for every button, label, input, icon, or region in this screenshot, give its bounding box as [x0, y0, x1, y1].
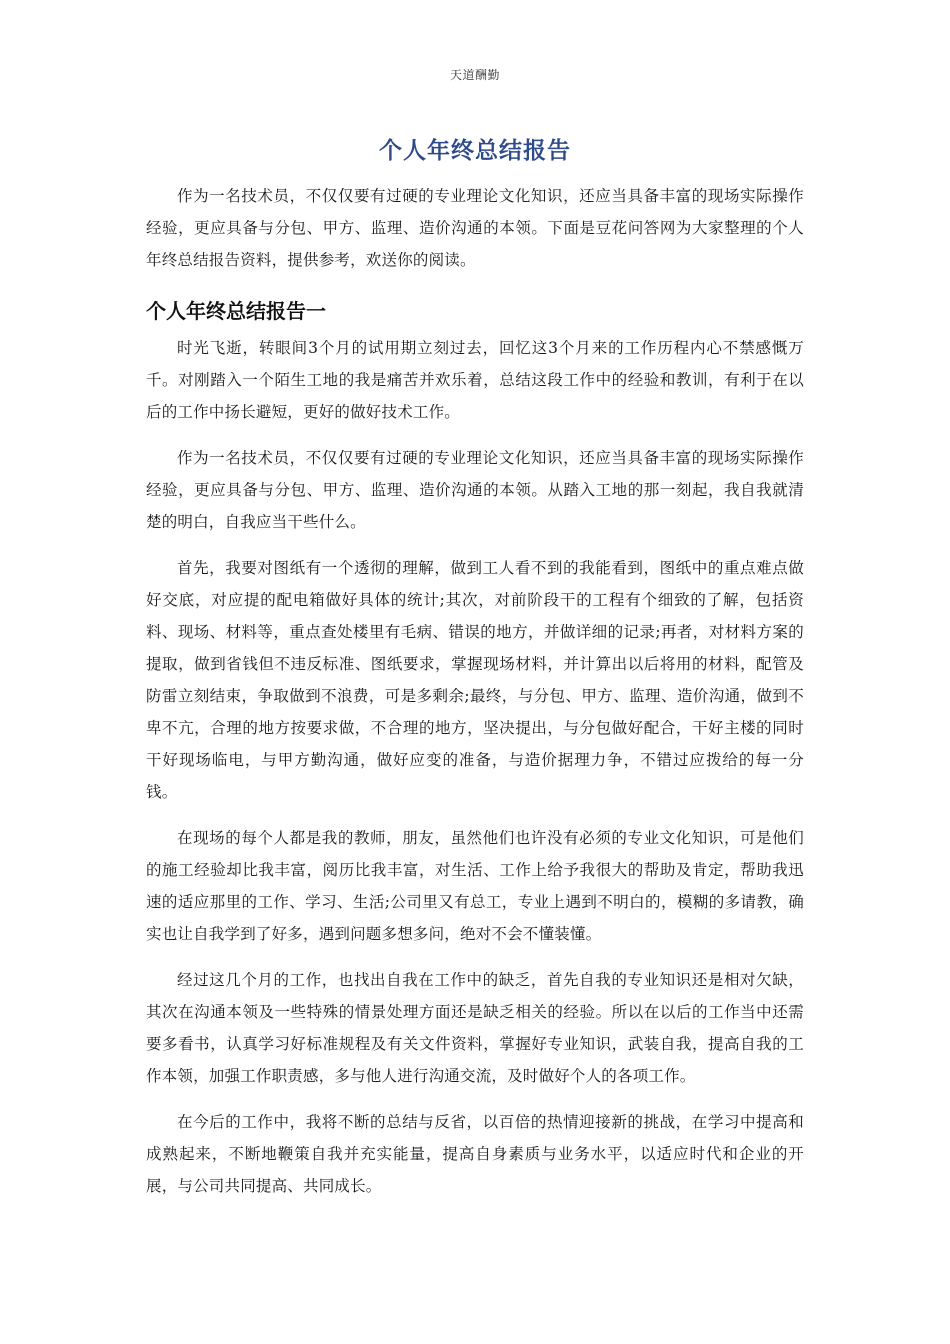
intro-paragraph: 作为一名技术员，不仅仅要有过硬的专业理论文化知识，还应当具备丰富的现场实际操作经验，更应具备与分包、甲方、监理、造价沟通的本领。下面是豆花问答网为大家整理的个人年终总结报告资料，提供参考，欢送你的阅读。	[146, 187, 804, 269]
body-paragraph-4: 在现场的每个人都是我的教师，朋友，虽然他们也许没有必须的专业文化知识，可是他们的施工经验却比我丰富，阅历比我丰富，对生活、工作上给予我很大的帮助及肯定，帮助我迅速的适应那里的工作、学习、生活;公司里又有总工，专业上遇到不明白的，模糊的多请教，确实也让自我学到了好多，遇到问题多想多问，绝对不会不懂装懂。	[146, 829, 804, 943]
body-paragraph-3: 首先，我要对图纸有一个透彻的理解，做到工人看不到的我能看到，图纸中的重点难点做好交底，对应提的配电箱做好具体的统计;其次，对前阶段干的工程有个细致的了解，包括资料、现场、材料等，重点查处楼里有毛病、错误的地方，并做详细的记录;再者，对材料方案的提取，做到省钱但不违反标准、图纸要求，掌握现场材料，并计算出以后将用的材料，配管及防雷立刻结束，争取做到不浪费，可是多剩余;最终，与分包、甲方、监理、造价沟通，做到不卑不亢，合理的地方按要求做，不合理的地方，坚决提出，与分包做好配合，干好主楼的同时干好现场临电，与甲方勤沟通，做好应变的准备，与造价据理力争，不错过应拨给的每一分钱。	[146, 559, 804, 801]
body-paragraph-2: 作为一名技术员，不仅仅要有过硬的专业理论文化知识，还应当具备丰富的现场实际操作经验，更应具备与分包、甲方、监理、造价沟通的本领。从踏入工地的那一刻起，我自我就清楚的明白，自我应当干些什么。	[146, 449, 804, 531]
document-body	[146, 180, 804, 1216]
body-paragraph-6: 在今后的工作中，我将不断的总结与反省，以百倍的热情迎接新的挑战，在学习中提高和成熟起来，不断地鞭策自我并充实能量，提高自身素质与业务水平，以适应时代和企业的开展，与公司共同提高、共同成长。	[146, 1113, 804, 1195]
body-paragraph-1: 时光飞逝，转眼间3个月的试用期立刻过去，回忆这3个月来的工作历程内心不禁感慨万千。对刚踏入一个陌生工地的我是痛苦并欢乐着，总结这段工作中的经验和教训，有利于在以后的工作中扬长避短，更好的做好技术工作。	[146, 339, 804, 421]
document-title: 个人年终总结报告	[379, 138, 571, 164]
section-heading: 个人年终总结报告一	[146, 299, 326, 323]
body-paragraph-5: 经过这几个月的工作，也找出自我在工作中的缺乏，首先自我的专业知识还是相对欠缺，其次在沟通本领及一些特殊的情景处理方面还是缺乏相关的经验。所以在以后的工作当中还需要多看书，认真学习好标准规程及有关文件资料，掌握好专业知识，武装自我，提高自我的工作本领，加强工作职责感，多与他人进行沟通交流，及时做好个人的各项工作。	[146, 971, 804, 1085]
page-header: 天道酬勤	[449, 68, 500, 82]
